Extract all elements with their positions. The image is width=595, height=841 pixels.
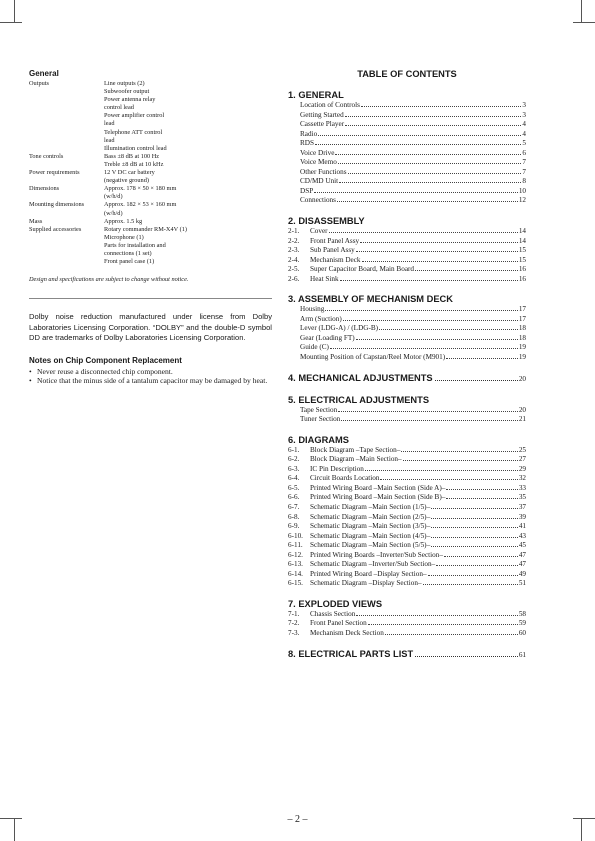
dot-leader [368, 624, 518, 625]
toc-section-title: 1. GENERAL [288, 90, 344, 100]
toc-entry-page: 15 [518, 246, 526, 255]
toc-entry-page: 17 [518, 305, 526, 314]
note-item [29, 376, 272, 386]
toc-section-heading [288, 394, 526, 406]
toc-entry [288, 446, 526, 456]
toc-entry-number: 6-5. [288, 483, 300, 492]
dot-leader [345, 116, 522, 117]
toc-entry-page: 19 [518, 343, 526, 352]
dot-leader [431, 508, 518, 509]
toc-entry [288, 484, 526, 494]
toc-entry [288, 196, 526, 206]
toc-entry-title: Heat Sink [310, 274, 339, 283]
spec-value-line: Power antenna relay [104, 96, 156, 104]
toc-entry-page: 47 [518, 550, 526, 559]
spec-value-line: Microphone (1) [104, 233, 144, 241]
toc-entry-number: 6-1. [288, 445, 300, 454]
toc-entry-title: DSP [300, 186, 314, 195]
spec-row [29, 185, 272, 201]
toc-entry-page: 7 [522, 167, 526, 176]
toc-section-title: 8. ELECTRICAL PARTS LIST [288, 648, 414, 659]
toc-entry-page: 4 [522, 120, 526, 129]
toc-entry [288, 541, 526, 551]
bullet-icon: • [29, 376, 32, 386]
toc-entry-number: 2-6. [288, 274, 300, 283]
toc-entry-page: 35 [518, 493, 526, 502]
dot-leader [446, 498, 517, 499]
spec-value-line: 12 V DC car battery [104, 169, 155, 177]
toc-section [288, 434, 526, 589]
toc-entry-number: 6-6. [288, 493, 300, 502]
spec-value-line: (w/h/d) [104, 193, 123, 201]
dot-leader [361, 106, 522, 107]
spec-row [29, 80, 272, 153]
dot-leader [415, 656, 518, 657]
toc-section-heading [288, 215, 526, 227]
toc-entry-title: Super Capacitor Board, Main Board [310, 265, 414, 274]
toc-section [288, 293, 526, 362]
toc-entry-title: IC Pin Description [310, 464, 364, 473]
toc-entry-page: 47 [518, 560, 526, 569]
dot-leader [431, 518, 518, 519]
spec-label: Power requirements [29, 169, 80, 177]
spec-value-line: Power amplifier control [104, 112, 165, 120]
toc-entry-title: Cassette Player [300, 120, 345, 129]
toc-entry-title: CD/MD Unit [300, 177, 339, 186]
dot-leader [314, 192, 518, 193]
toc-entry-page: 20 [518, 405, 526, 414]
dot-leader [401, 451, 517, 452]
left-column [29, 69, 272, 386]
crop-mark [0, 22, 22, 23]
toc-section [288, 598, 526, 639]
spec-row [29, 218, 272, 226]
toc-entry-page: 8 [522, 177, 526, 186]
dot-leader [403, 460, 518, 461]
toc-entry [288, 237, 526, 247]
toc-entry-number: 7-2. [288, 619, 300, 628]
toc-entry-title: Voice Drive [300, 148, 335, 157]
toc-section-title: 7. EXPLODED VIEWS [288, 598, 383, 609]
dot-leader [431, 546, 518, 547]
spec-row [29, 201, 272, 217]
spec-value-line: Approx. 178 × 50 × 180 mm [104, 185, 177, 193]
spec-value-line: (negative ground) [104, 177, 149, 185]
dot-leader [345, 125, 521, 126]
spec-label: Supplied accessories [29, 225, 82, 233]
toc-entry-number: 6-14. [288, 569, 303, 578]
specs-table [29, 80, 272, 266]
toc-section-title: 5. ELECTRICAL ADJUSTMENTS [288, 394, 430, 405]
toc-entry-page: 59 [518, 619, 526, 628]
crop-mark [573, 22, 595, 23]
spec-value [104, 169, 272, 185]
toc-entry [288, 610, 526, 620]
dot-leader [338, 163, 522, 164]
dot-leader [435, 380, 518, 381]
dot-leader [348, 173, 522, 174]
toc-entry-title: Cover [310, 227, 328, 236]
toc-entry-page: 7 [522, 158, 526, 167]
toc-entry [288, 246, 526, 256]
dot-leader [444, 556, 518, 557]
toc-entry [288, 493, 526, 503]
toc-entry [288, 353, 526, 363]
toc-entry [288, 503, 526, 513]
dot-leader [339, 182, 521, 183]
divider [29, 298, 272, 299]
notes-heading: Notes on Chip Component Replacement [29, 355, 182, 365]
dot-leader [385, 634, 518, 635]
toc-entry [288, 158, 526, 168]
dot-leader [356, 339, 518, 340]
dot-leader [415, 270, 518, 271]
toc-entry-page: 3 [522, 110, 526, 119]
toc-entry [288, 551, 526, 561]
toc-entry-title: Front Panel Assy [310, 236, 360, 245]
toc-entry-title: Gear (Loading FT) [300, 333, 355, 342]
toc-entry [288, 474, 526, 484]
dot-leader [341, 420, 518, 421]
crop-mark [581, 0, 582, 22]
toc-entry-number: 6-4. [288, 474, 300, 483]
toc-entry [288, 305, 526, 315]
toc-entry-number: 7-1. [288, 609, 300, 618]
toc-entry [288, 560, 526, 570]
toc-entry-number: 7-3. [288, 628, 300, 637]
toc-entry-page: 21 [518, 415, 526, 424]
spec-label: Mounting dimensions [29, 201, 85, 209]
spec-value-line: Approx. 182 × 53 × 160 mm [104, 201, 177, 209]
toc-entry-number: 6-7. [288, 502, 300, 511]
toc-entry [288, 324, 526, 334]
toc-entry [288, 111, 526, 121]
toc-entry-page: 37 [518, 502, 526, 511]
spec-value [104, 153, 272, 169]
toc-entry-title: Tape Section [300, 405, 338, 414]
dot-leader [356, 615, 517, 616]
toc-entry-page: 32 [518, 474, 526, 483]
spec-row [29, 153, 272, 169]
toc-entry [288, 101, 526, 111]
toc-entry-page: 33 [518, 483, 526, 492]
toc-entry-page: 14 [518, 227, 526, 236]
toc-section-heading [288, 293, 526, 305]
dot-leader [337, 201, 518, 202]
toc-entry-title: Arm (Suction) [300, 314, 342, 323]
dot-leader [315, 144, 521, 145]
spec-value [104, 80, 272, 153]
toc-section [288, 89, 526, 206]
toc-entry [288, 513, 526, 523]
toc-entry-title: Connections [300, 196, 336, 205]
toc-entry-title: Lever (LDG-A) / (LDG-B) [300, 324, 379, 333]
toc-entry-title: Voice Memo [300, 158, 337, 167]
toc-entry [288, 619, 526, 629]
toc-entry-page: 51 [518, 579, 526, 588]
toc-entry-title: Radio [300, 129, 318, 138]
toc-section-title: 4. MECHANICAL ADJUSTMENTS [288, 372, 433, 383]
spec-value [104, 226, 272, 266]
toc-entry [288, 532, 526, 542]
toc-title: TABLE OF CONTENTS [357, 69, 457, 79]
dot-leader [340, 280, 518, 281]
spec-label: Tone controls [29, 152, 64, 160]
toc-entry-page: 18 [518, 333, 526, 342]
toc-entry-page: 4 [522, 129, 526, 138]
toc-entry-page: 18 [518, 324, 526, 333]
toc-entry-title: Block Diagram –Tape Section– [310, 445, 401, 454]
spec-label: Dimensions [29, 185, 60, 193]
toc-entry-title: Schematic Diagram –Main Section (4/5)– [310, 531, 431, 540]
toc-entry [288, 334, 526, 344]
toc-entry-page: 16 [518, 274, 526, 283]
design-note: Design and specifications are subject to change without notice. [29, 276, 189, 284]
toc-entry-title: RDS [300, 139, 314, 148]
toc-entry-page: 14 [518, 236, 526, 245]
toc-entry [288, 149, 526, 159]
toc-entry-title: Printed Wiring Board –Main Section (Side A)– [310, 483, 446, 492]
toc-entry-number: 6-3. [288, 464, 300, 473]
dot-leader [428, 575, 518, 576]
page-number: – 2 – [287, 814, 308, 825]
toc-entry-title: Schematic Diagram –Main Section (5/5)– [310, 541, 431, 550]
toc-entry-title: Schematic Diagram –Main Section (2/5)– [310, 512, 431, 521]
toc-entry-number: 2-4. [288, 255, 300, 264]
crop-mark [14, 0, 15, 22]
spec-value-line: Bass ±8 dB at 100 Hz [104, 152, 160, 160]
toc-entry-page: 49 [518, 569, 526, 578]
toc-section [288, 648, 526, 661]
spec-row [29, 226, 272, 266]
dot-leader [365, 470, 518, 471]
toc-section [288, 372, 526, 385]
toc-entry-page: 43 [518, 531, 526, 540]
spec-value [104, 185, 272, 201]
toc-entry [288, 120, 526, 130]
toc-entry-title: Printed Wiring Board –Display Section– [310, 569, 427, 578]
toc-entry [288, 139, 526, 149]
toc-entry-page: 39 [518, 512, 526, 521]
toc-entry-number: 2-3. [288, 246, 300, 255]
spec-value-line: Front panel case (1) [104, 258, 155, 266]
toc-entry-page: 5 [522, 139, 526, 148]
toc-entry-page: 45 [518, 541, 526, 550]
toc-entry-page: 25 [518, 445, 526, 454]
dot-leader [446, 489, 517, 490]
toc-entry-title: Tuner Section [300, 415, 341, 424]
toc-entry-page: 60 [518, 628, 526, 637]
toc-entry-title: Schematic Diagram –Display Section– [310, 579, 422, 588]
toc-entry-title: Mounting Position of Capstan/Reel Motor (M901) [300, 353, 446, 362]
toc-entry-title: Circuit Boards Location [310, 474, 380, 483]
toc-section-heading [288, 89, 526, 101]
dot-leader [380, 479, 517, 480]
toc-sections [288, 89, 526, 661]
toc-section-heading [288, 648, 526, 661]
dot-leader [431, 537, 518, 538]
toc-entry-title: Schematic Diagram –Main Section (3/5)– [310, 522, 431, 531]
toc-entry-page: 12 [518, 196, 526, 205]
dot-leader [329, 232, 518, 233]
toc-entry-title: Sub Panel Assy [310, 246, 355, 255]
toc-entry-page: 3 [522, 101, 526, 109]
toc-entry [288, 579, 526, 589]
toc-entry [288, 629, 526, 639]
toc-section-heading [288, 372, 526, 385]
toc-entry-page: 17 [518, 314, 526, 323]
toc-section-heading [288, 598, 526, 610]
toc-entry-number: 2-2. [288, 236, 300, 245]
dot-leader [338, 411, 518, 412]
spec-value-line: lead [104, 120, 115, 128]
spec-row [29, 169, 272, 185]
spec-label: Outputs [29, 80, 49, 87]
toc-entry-number: 2-1. [288, 227, 300, 236]
toc-entry-number: 6-9. [288, 522, 300, 531]
toc-entry-page: 27 [518, 455, 526, 464]
toc-entry-page: 58 [518, 609, 526, 618]
dot-leader [360, 242, 518, 243]
toc-section-page: 61 [518, 650, 526, 659]
toc-entry-page: 6 [522, 148, 526, 157]
spec-value-line: connections (1 set) [104, 249, 152, 257]
spec-value [104, 201, 272, 217]
toc-entry-number: 6-13. [288, 560, 303, 569]
toc-section-title: 3. ASSEMBLY OF MECHANISM DECK [288, 294, 453, 305]
toc-entry [288, 187, 526, 197]
note-text: Notice that the minus side of a tantalum capacitor may be damaged by heat. [37, 376, 268, 386]
dot-leader [446, 358, 518, 359]
toc-entry-title: Printed Wiring Boards –Inverter/Sub Section– [310, 550, 443, 559]
toc-entry [288, 275, 526, 285]
toc-entry-title: Guide (C) [300, 343, 329, 352]
toc-entry-page: 19 [518, 353, 526, 362]
toc-entry-page: 41 [518, 522, 526, 531]
spec-value-line: Parts for installation and [104, 241, 166, 249]
toc-entry [288, 570, 526, 580]
toc-entry-number: 6-10. [288, 531, 303, 540]
specs-heading: General [29, 69, 59, 78]
spec-value-line: Subwoofer output [104, 88, 150, 96]
spec-value-line: Telephone ATT control [104, 128, 163, 136]
toc-entry [288, 455, 526, 465]
note-item [29, 367, 272, 377]
toc-entry [288, 465, 526, 475]
dolby-notice: Dolby noise reduction manufactured under license from Dolby Laboratories Licensing Corporation. “DOLBY” and the double-D symbol DD are trademarks of Dolby Laboratories Licensing Corporation. [29, 312, 272, 343]
dot-leader [330, 348, 518, 349]
dot-leader [325, 310, 517, 311]
spec-value-line: lead [104, 136, 115, 144]
toc-entry-page: 10 [518, 186, 526, 195]
toc-entry-title: Front Panel Section [310, 619, 367, 628]
toc-entry-number: 6-15. [288, 579, 303, 588]
table-of-contents [288, 69, 526, 670]
toc-entry [288, 227, 526, 237]
toc-entry-title: Mechanism Deck Section [310, 628, 384, 637]
dot-leader [335, 154, 521, 155]
toc-entry-page: 16 [518, 265, 526, 274]
toc-entry-title: Location of Controls [300, 101, 360, 109]
toc-entry-title: Block Diagram –Main Section– [310, 455, 402, 464]
toc-entry-title: Other Functions [300, 167, 347, 176]
toc-entry-number: 6-8. [288, 512, 300, 521]
toc-entry-page: 29 [518, 464, 526, 473]
notes-list [29, 367, 272, 386]
note-text: Never reuse a disconnected chip component. [37, 366, 173, 376]
toc-entry-number: 6-12. [288, 550, 303, 559]
spec-value-line: (w/h/d) [104, 209, 123, 217]
toc-entry [288, 315, 526, 325]
spec-value-line: Illumination control lead [104, 144, 167, 152]
toc-entry-title: Schematic Diagram –Main Section (1/5)– [310, 502, 431, 511]
spec-value [104, 218, 272, 226]
toc-entry [288, 130, 526, 140]
toc-section [288, 394, 526, 425]
toc-entry-number: 6-2. [288, 455, 300, 464]
toc-entry [288, 177, 526, 187]
toc-entry [288, 406, 526, 416]
toc-section-page: 20 [518, 374, 526, 383]
dot-leader [318, 135, 521, 136]
toc-entry-number: 2-5. [288, 265, 300, 274]
toc-entry-page: 15 [518, 255, 526, 264]
toc-section-heading [288, 434, 526, 446]
dot-leader [343, 320, 518, 321]
dot-leader [356, 251, 518, 252]
toc-entry-number: 6-11. [288, 541, 303, 550]
toc-entry-title: Getting Started [300, 110, 344, 119]
toc-entry-title: Schematic Diagram –Inverter/Sub Section– [310, 560, 436, 569]
toc-entry [288, 343, 526, 353]
toc-entry [288, 415, 526, 425]
dot-leader [362, 261, 518, 262]
spec-value-line: Treble ±8 dB at 10 kHz [104, 160, 164, 168]
dot-leader [379, 329, 518, 330]
toc-entry-title: Chassis Section [310, 609, 356, 618]
toc-section-title: 6. DIAGRAMS [288, 434, 349, 445]
toc-entry [288, 522, 526, 532]
dot-leader [431, 527, 518, 528]
spec-value-line: Line outputs (2) [104, 80, 145, 87]
bullet-icon: • [29, 366, 32, 376]
toc-entry [288, 256, 526, 266]
dot-leader [423, 584, 518, 585]
toc-entry-title: Printed Wiring Board –Main Section (Side B)– [310, 493, 446, 502]
toc-section-title: 2. DISASSEMBLY [288, 216, 365, 227]
spec-value-line: Rotary commander RM-X4V (1) [104, 225, 187, 233]
toc-entry-title: Mechanism Deck [310, 255, 361, 264]
toc-section [288, 215, 526, 284]
spec-value-line: Approx. 1.5 kg [104, 217, 143, 225]
spec-label: Mass [29, 217, 43, 225]
toc-entry [288, 265, 526, 275]
toc-entry [288, 168, 526, 178]
toc-entry-title: Housing [300, 305, 325, 314]
spec-value-line: control lead [104, 104, 134, 112]
dot-leader [436, 565, 518, 566]
